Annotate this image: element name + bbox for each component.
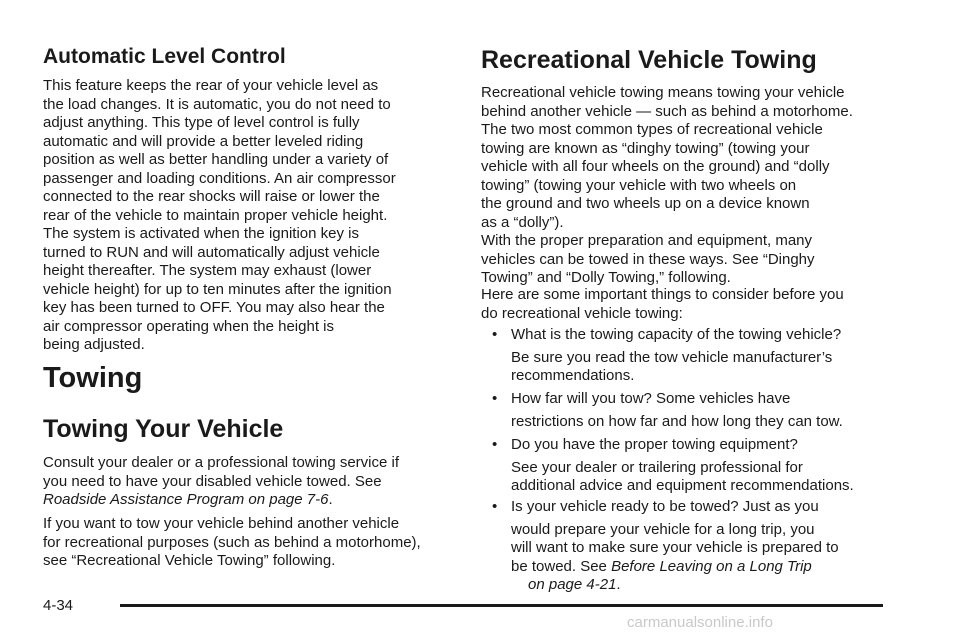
alc-line: adjust anything. This type of level control is fully: [43, 114, 360, 131]
bullet-detail-link-line: [511, 558, 839, 577]
tyv-line: Consult your dealer or a professional towing service if: [43, 454, 400, 471]
bullet-text: [511, 498, 839, 595]
rvt-line: With the proper preparation and equipment, many: [481, 232, 813, 249]
bullet-period: .: [616, 576, 621, 593]
alc-line: being adjusted.: [43, 336, 145, 353]
rvt-line: vehicles can be towed in these ways. See “Dinghy: [481, 250, 815, 268]
bullet-question: Do you have the proper towing equipment?: [511, 436, 798, 453]
rvt-paragraph-1: [481, 84, 853, 232]
bullet-detail-link-line: [511, 576, 839, 595]
alc-line: automatic and will provide a better leveled riding: [43, 132, 364, 150]
bullet-detail: Be sure you read the tow vehicle manufacturer’s: [511, 348, 833, 366]
bullet-detail: recommendations.: [511, 367, 635, 384]
alc-line: height thereafter. The system may exhaust (lower: [43, 262, 372, 279]
rvt-line: Recreational vehicle towing means towing your vehicle: [481, 84, 845, 101]
rvt-line: towing” (towing your vehicle with two wheels on: [481, 176, 797, 194]
rvt-line: as a “dolly”).: [481, 213, 564, 231]
alc-line: passenger and loading conditions. An air compressor: [43, 169, 396, 187]
bullet-detail: will want to make sure your vehicle is prepared to: [511, 539, 839, 556]
before-leaving-link-page[interactable]: on page 4-21: [528, 576, 617, 593]
bullet-question: What is the towing capacity of the towing vehicle?: [511, 326, 842, 343]
alc-line: rear of the vehicle to maintain proper vehicle height.: [43, 206, 388, 224]
bullet-detail: would prepare your vehicle for a long trip, you: [511, 520, 815, 538]
tyv-period: .: [328, 491, 333, 508]
rvt-line: Towing” and “Dolly Towing,” following.: [481, 269, 731, 286]
footer-rule: [120, 604, 883, 607]
alc-line: This feature keeps the rear of your vehicle level as: [43, 77, 379, 94]
bullet-icon: •: [492, 436, 498, 453]
tyv-paragraph-2: [43, 515, 421, 571]
bullet-icon: •: [492, 390, 498, 407]
page-number: 4-34: [43, 597, 74, 614]
alc-line: connected to the rear shocks will raise or lower the: [43, 188, 380, 205]
rvt-line: vehicle with all four wheels on the ground) and “dolly: [481, 158, 830, 175]
rvt-paragraph-2: [481, 232, 815, 288]
tyv-paragraph-1: [43, 454, 399, 510]
watermark: carmanualsonline.info: [627, 614, 773, 631]
alc-line: turned to RUN and will automatically adjust vehicle: [43, 243, 380, 261]
bullet-detail: restrictions on how far and how long they can tow.: [511, 412, 843, 430]
rvt-heading: Recreational Vehicle Towing: [481, 46, 817, 74]
rvt-line: towing are known as “dinghy towing” (towing your: [481, 139, 810, 157]
bullet-question: Is your vehicle ready to be towed? Just as you: [511, 498, 819, 515]
bullet-text: [511, 436, 854, 496]
bullet-text: [511, 326, 841, 386]
bullet-detail: See your dealer or trailering professional for: [511, 458, 803, 476]
alc-line: the load changes. It is automatic, you do not need to: [43, 95, 391, 113]
rvt-line: Here are some important things to consider before you: [481, 286, 844, 303]
tyv-line-link: [43, 491, 399, 510]
bullet-detail-tail: be towed. See: [511, 557, 607, 575]
bullet-icon: •: [492, 498, 498, 515]
alc-line: air compressor operating when the height is: [43, 317, 334, 335]
tyv-line: for recreational purposes (such as behind a motorhome),: [43, 533, 421, 551]
alc-body: [43, 77, 396, 355]
tyv-line: see “Recreational Vehicle Towing” following.: [43, 552, 336, 569]
bullet-question: How far will you tow? Some vehicles have: [511, 390, 791, 407]
roadside-assistance-link[interactable]: Roadside Assistance Program on page 7-6: [43, 491, 329, 508]
rvt-line: do recreational vehicle towing:: [481, 304, 683, 322]
towing-heading: Towing: [43, 362, 143, 394]
bullet-detail: additional advice and equipment recommendations.: [511, 477, 854, 494]
alc-line: vehicle height) for up to ten minutes after the ignition: [43, 280, 392, 298]
rvt-line: The two most common types of recreational vehicle: [481, 121, 823, 138]
before-leaving-link[interactable]: Before Leaving on a Long Trip: [611, 557, 812, 575]
bullet-icon: •: [492, 326, 498, 343]
alc-line: The system is activated when the ignition key is: [43, 225, 359, 242]
bullet-text: [511, 390, 843, 431]
tyv-line: you need to have your disabled vehicle towed. See: [43, 472, 382, 490]
alc-heading: Automatic Level Control: [43, 45, 286, 68]
rvt-paragraph-3: [481, 286, 844, 323]
rvt-line: the ground and two wheels up on a device known: [481, 195, 810, 212]
alc-line: position as well as better handling under a variety of: [43, 151, 389, 168]
alc-line: key has been turned to OFF. You may also hear the: [43, 299, 385, 316]
tyv-line: If you want to tow your vehicle behind another vehicle: [43, 515, 400, 532]
rvt-line: behind another vehicle — such as behind a motorhome.: [481, 102, 853, 120]
towing-your-vehicle-heading: Towing Your Vehicle: [43, 415, 284, 443]
